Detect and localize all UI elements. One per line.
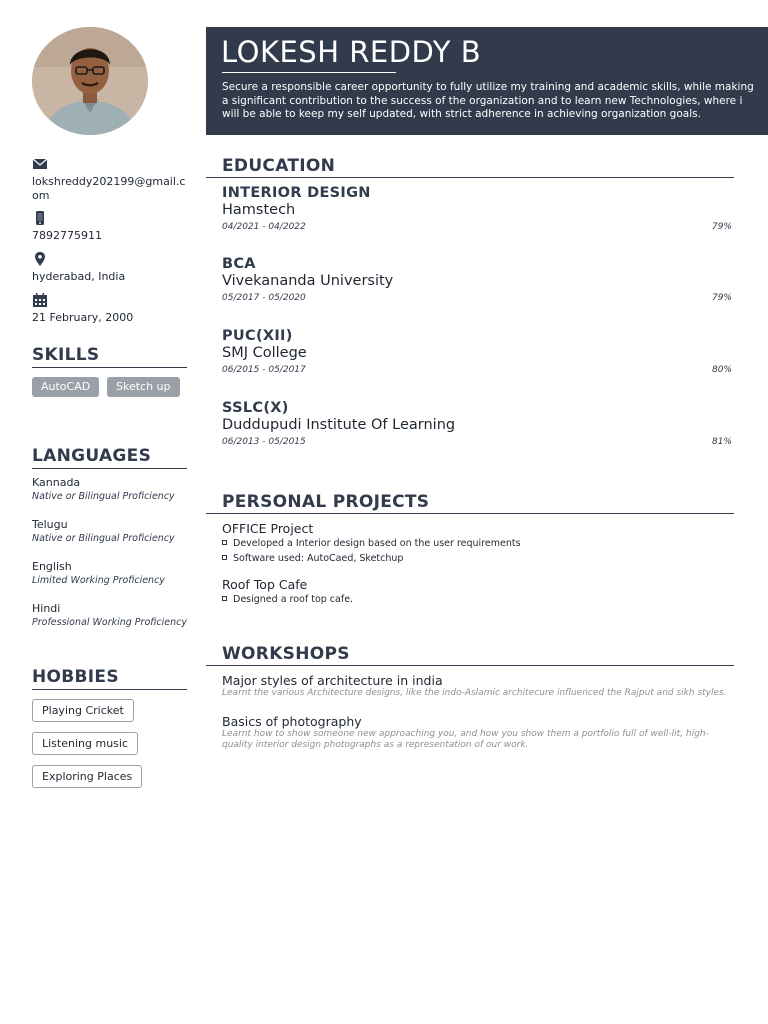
education-dates: 04/2021 - 04/2022 (222, 222, 306, 232)
language-item (32, 602, 202, 629)
profile-photo-image (32, 27, 148, 135)
location-text: hyderabad, India (32, 270, 126, 283)
language-item (32, 476, 202, 503)
language-name: Hindi (32, 602, 61, 615)
bullet-square-icon (222, 555, 227, 560)
phone-text: 7892775911 (32, 229, 102, 242)
education-meta (222, 437, 732, 451)
language-level: Native or Bilingual Proficiency (32, 533, 175, 544)
envelope-icon (32, 157, 48, 171)
education-grade: 80% (711, 365, 732, 375)
project-bullet (222, 592, 732, 607)
language-item (32, 560, 202, 587)
project-item (222, 521, 732, 566)
education-grade: 79% (711, 222, 732, 232)
education-school: SMJ College (222, 345, 307, 361)
education-school: Vivekananda University (222, 273, 394, 289)
workshop-description: Learnt how to show someone new approaching you, and how you show them a portfolio full of well-lit, high-quality interior design photographs as a representation of our work. (222, 729, 709, 750)
education-dates: 06/2013 - 05/2015 (222, 437, 306, 447)
education-item (222, 328, 732, 379)
language-name: English (32, 560, 72, 573)
hobby-chip: Exploring Places (32, 765, 142, 788)
project-bullet-text: Designed a roof top cafe. (233, 594, 354, 605)
education-meta (222, 365, 732, 379)
name-underline (222, 72, 396, 73)
project-item (222, 577, 732, 607)
language-name: Kannada (32, 476, 81, 489)
project-bullet (222, 551, 732, 566)
education-dates: 06/2015 - 05/2017 (222, 365, 306, 375)
education-degree: BCA (222, 256, 256, 272)
workshop-title: Major styles of architecture in india (222, 673, 443, 688)
workshop-item (222, 673, 732, 699)
education-heading: EDUCATION (206, 156, 734, 178)
project-bullet-text: Software used: AutoCaed, Sketchup (233, 553, 404, 564)
education-item (222, 400, 732, 451)
project-title: Roof Top Cafe (222, 577, 308, 592)
education-item (222, 256, 732, 307)
contact-phone (32, 211, 192, 243)
projects-heading: PERSONAL PROJECTS (206, 492, 734, 514)
language-level: Native or Bilingual Proficiency (32, 491, 175, 502)
education-degree: PUC(XII) (222, 328, 293, 344)
education-meta (222, 293, 732, 307)
education-grade: 79% (711, 293, 732, 303)
education-school: Hamstech (222, 202, 296, 218)
header-banner (206, 27, 768, 135)
bullet-square-icon (222, 596, 227, 601)
email-text: lokshreddy202199@gmail.com (32, 175, 186, 202)
skill-chip: AutoCAD (32, 377, 99, 397)
education-degree: SSLC(X) (222, 400, 289, 416)
mobile-phone-icon (32, 211, 48, 225)
map-pin-icon (32, 252, 48, 266)
education-school: Duddupudi Institute Of Learning (222, 417, 456, 433)
language-level: Professional Working Proficiency (32, 617, 187, 628)
contact-location (32, 252, 192, 284)
project-bullet-text: Developed a Interior design based on the user requirements (233, 538, 521, 549)
bullet-square-icon (222, 540, 227, 545)
hobby-chip: Listening music (32, 732, 138, 755)
career-summary: Secure a responsible career opportunity to fully utilize my training and academic skills, while making a significant contribution to the success of the organization and to learn new Technologies, where i will be able to keep my self updated, with strict adherence in achieving organization goals. (222, 81, 754, 120)
education-grade: 81% (711, 437, 732, 447)
candidate-name: LOKESH REDDY B (221, 35, 482, 69)
education-degree: INTERIOR DESIGN (222, 185, 371, 201)
language-level: Limited Working Proficiency (32, 575, 165, 586)
workshops-heading: WORKSHOPS (206, 644, 734, 666)
hobby-chip: Playing Cricket (32, 699, 134, 722)
contact-email (32, 157, 192, 203)
education-item (222, 185, 732, 236)
education-meta (222, 222, 732, 236)
project-bullet (222, 536, 732, 551)
language-name: Telugu (32, 518, 68, 531)
project-title: OFFICE Project (222, 521, 314, 536)
education-dates: 05/2017 - 05/2020 (222, 293, 306, 303)
calendar-icon (32, 293, 48, 307)
skills-heading: SKILLS (32, 345, 187, 368)
workshop-title: Basics of photography (222, 714, 362, 729)
language-item (32, 518, 202, 545)
languages-heading: LANGUAGES (32, 446, 187, 469)
skill-chip: Sketch up (107, 377, 180, 397)
profile-photo (32, 27, 148, 135)
workshop-description: Learnt the various Architecture designs, like the indo-Aslamic architecure influenced the Rajput and sikh styles. (222, 688, 727, 698)
workshop-item (222, 714, 732, 751)
hobbies-heading: HOBBIES (32, 667, 187, 690)
contact-dob (32, 293, 192, 325)
dob-text: 21 February, 2000 (32, 311, 134, 324)
